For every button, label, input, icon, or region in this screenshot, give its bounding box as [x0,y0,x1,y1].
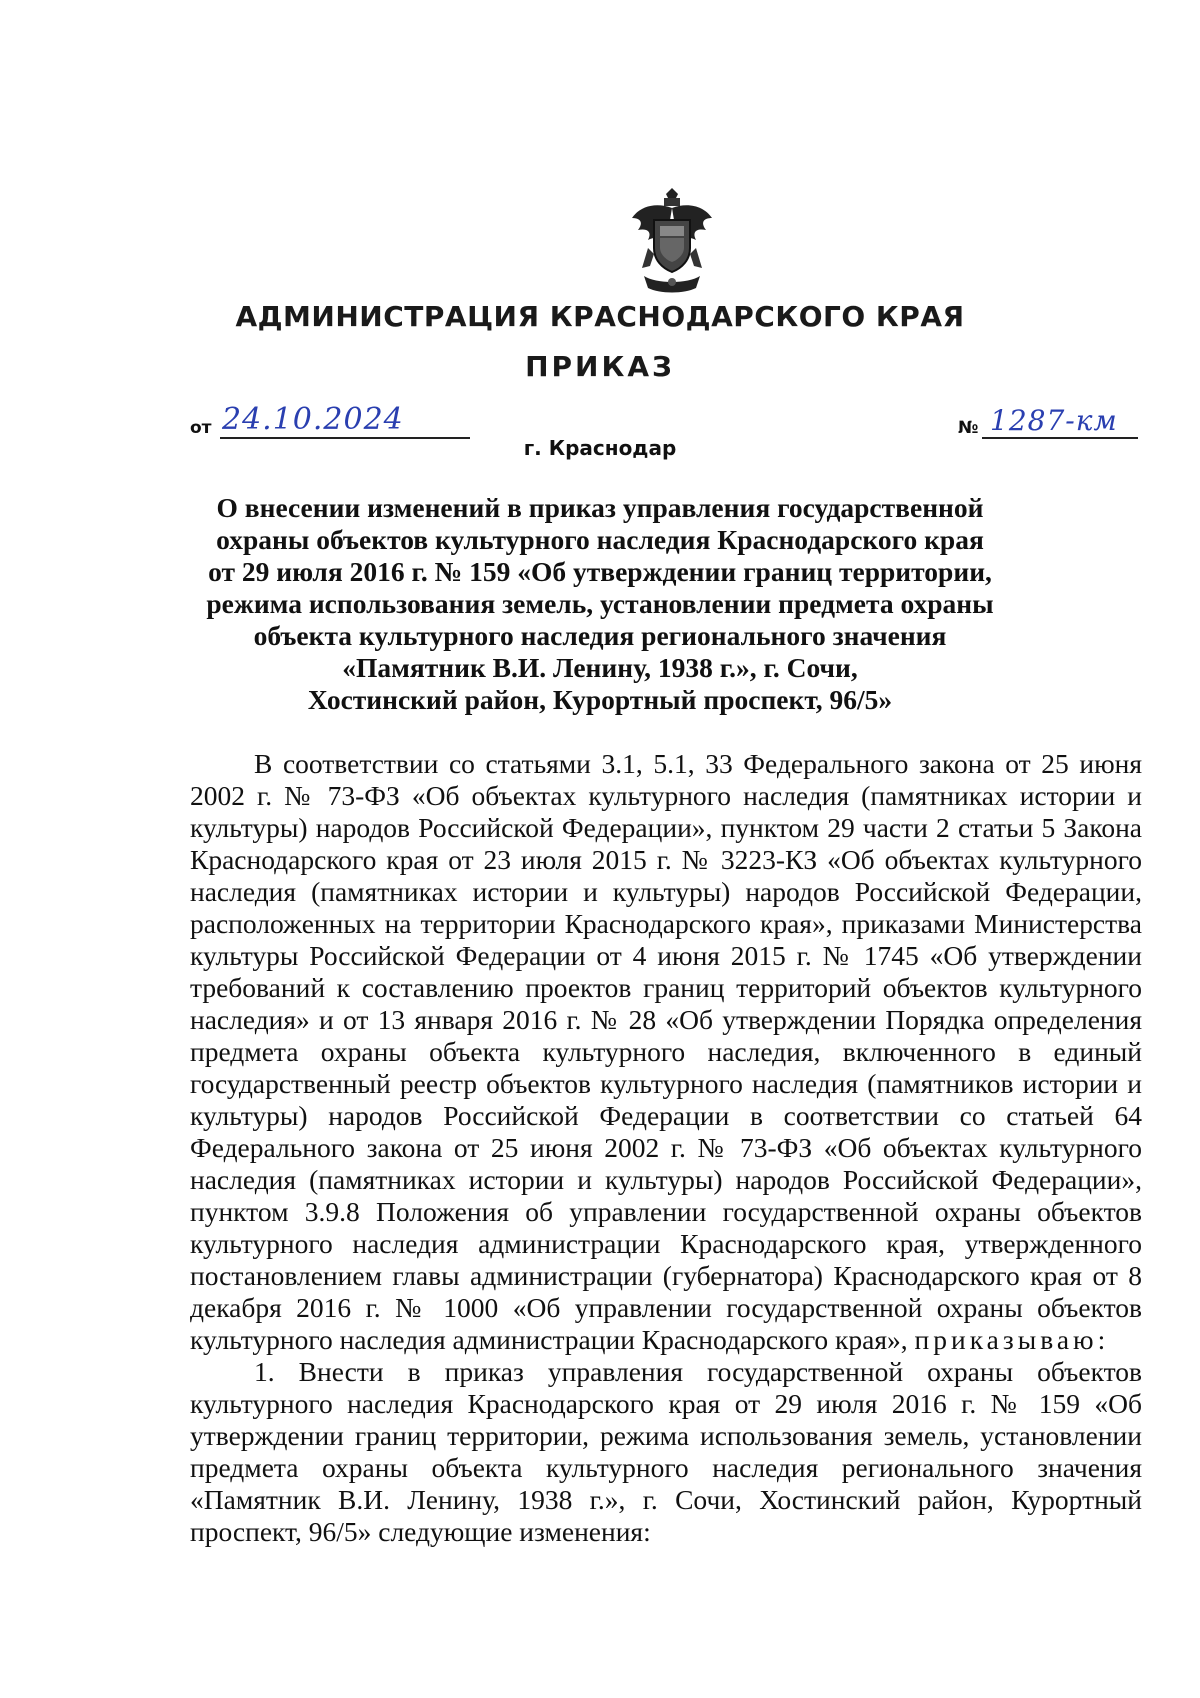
number-value-handwritten: 1287-км [990,404,1118,437]
body-paragraph-preamble [190,748,1142,1356]
document-type: ПРИКАЗ [525,350,675,383]
subject-line: О внесении изменений в приказ управления государственной [216,492,984,523]
subject-line: Хостинский район, Курортный проспект, 96/5» [307,684,893,715]
document-body [190,748,1142,1548]
date-value-handwritten: 24.10.2024 [222,402,404,437]
coat-of-arms-emblem [626,188,718,296]
city-label: г. Краснодар [523,436,677,460]
subject-line: охраны объектов культурного наследия Краснодарского края [216,524,984,555]
body-paragraph-item-1: 1. Внести в приказ управления государственной охраны объектов культурного наследия Краснодарского края от 29 июля 2016 г. № 159 «Об утверждении границ территории, режима использования земель, установлении предмета охраны объекта культурного наследия регионального значения «Памятник В.И. Ленину, 1938 г.», г. Сочи, Хостинский район, Курортный проспект, 96/5» следующие изменения: [190,1356,1142,1547]
document-subject [150,492,1050,716]
organization-title: АДМИНИСТРАЦИЯ КРАСНОДАРСКОГО КРАЯ [235,300,965,333]
subject-line: режима использования земель, установлении предмета охраны [206,588,994,619]
preamble-text: В соответствии со статьями 3.1, 5.1, 33 Федерального закона от 25 июня 2002 г. № 73-ФЗ «Об объектах культурного наследия (памятниках истории и культуры) народов Российской Федерации», пунктом 29 части 2 статьи 5 Закона Краснодарского края от 23 июля 2015 г. № 3223-КЗ «Об объектах культурного наследия (памятниках истории и культуры) народов Российской Федерации, расположенных на территории Краснодарского края», приказами Министерства культуры Российской Федерации от 4 июня 2015 г. № 1745 «Об утверждении требований к составлению проектов границ территорий объектов культурного наследия» и от 13 января 2016 г. № 28 «Об утверждении Порядка определения предмета охраны объекта культурного наследия, включенного в единый государственный реестр объектов культурного наследия (памятников истории и культуры) народов Российской Федерации в соответствии со статьей 64 Федерального закона от 25 июня 2002 г. № 73-ФЗ «Об объектах культурного наследия (памятниках истории и культуры) народов Российской Федерации», пунктом 3.9.8 Положения об управлении государственной охраны объектов культурного наследия администрации Краснодарского края, утвержденного постановлением главы администрации (губернатора) Краснодарского края от 8 декабря 2016 г. № 1000 «Об управлении государственной охраны объектов культурного наследия администрации Краснодарского края», [190,748,1142,1355]
subject-line: от 29 июля 2016 г. № 159 «Об утверждении границ территории, [208,556,992,587]
subject-line: объекта культурного наследия регионального значения [253,620,947,651]
date-label: от [190,418,212,438]
number-label: № [958,418,979,438]
order-word: приказываю: [914,1324,1110,1355]
subject-line: «Памятник В.И. Ленину, 1938 г.», г. Сочи, [342,652,858,683]
